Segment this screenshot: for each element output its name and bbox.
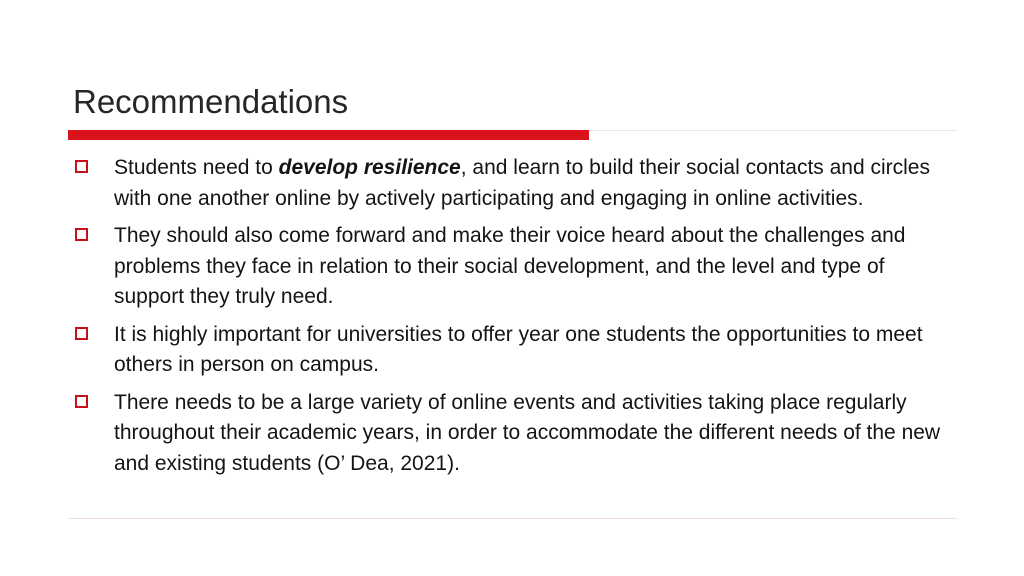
bottom-divider	[68, 518, 957, 519]
bullet-text-post: , and learn to build their social contacts and circles with one another online by actively participating and engaging in online activities.	[114, 156, 930, 210]
hollow-square-icon	[75, 395, 88, 408]
bullet-emphasis: develop resilience	[278, 156, 461, 179]
hollow-square-icon	[75, 327, 88, 340]
bullet-text: It is highly important for universities to offer year one students the opportunities to meet others in person on campus.	[114, 322, 923, 376]
page-title: Recommendations	[73, 83, 349, 120]
list-item	[72, 221, 952, 313]
title-underline-rule	[589, 130, 957, 131]
bullet-text: They should also come forward and make their voice heard about the challenges and problems they face in relation to their social development, and the level and type of support they truly need.	[114, 224, 906, 308]
bullet-text-pre: Students need to	[114, 156, 279, 179]
hollow-square-icon	[75, 228, 88, 241]
list-item	[72, 388, 952, 480]
list-item	[72, 153, 952, 214]
title-underline-accent	[68, 130, 589, 140]
bullet-text: There needs to be a large variety of online events and activities taking place regularly throughout their academic years, in order to accommodate the different needs of the new and existing students (O’ Dea, 2021).	[114, 390, 941, 475]
hollow-square-icon	[75, 160, 88, 173]
list-item	[72, 320, 952, 381]
bullet-list	[72, 153, 952, 486]
